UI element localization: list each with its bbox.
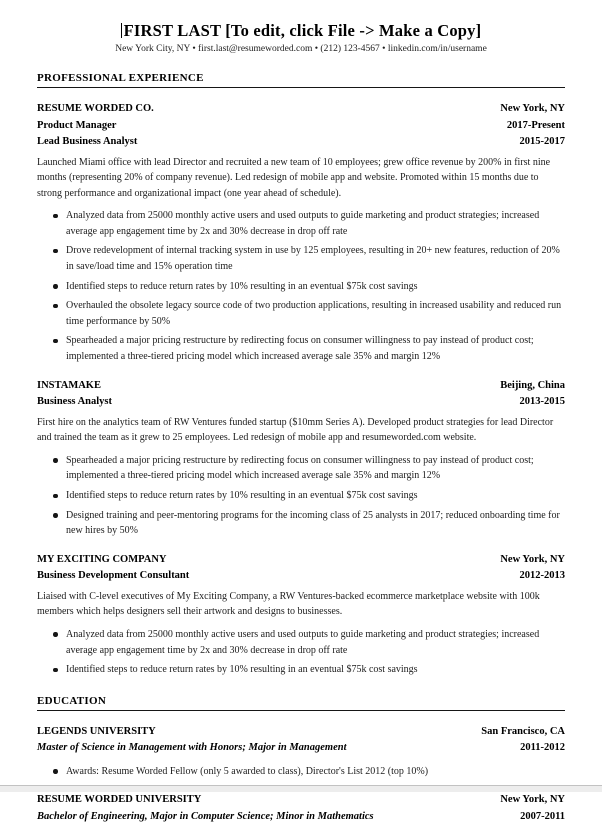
role-dates: 2017-Present <box>506 119 565 131</box>
bullet-item: Spearheaded a major pricing restructure by redirecting focus on consumer willingness to pay instead of product cost; implemented a three-tiered pricing model which increased average sale 35% and margin 12% <box>37 453 565 484</box>
degree-dates: 2011-2012 <box>520 742 565 754</box>
experience-entry <box>37 552 565 678</box>
company-location: New York, NY <box>500 553 565 565</box>
experience-entry <box>37 378 565 539</box>
bullet-list <box>37 453 565 539</box>
degree-title: Bachelor of Engineering, Major in Computer Science; Minor in Mathematics <box>37 810 374 822</box>
bullet-list <box>37 208 565 364</box>
role-row <box>37 134 565 151</box>
role-title: Business Analyst <box>37 396 112 408</box>
text-cursor-icon <box>121 23 122 38</box>
section-divider <box>37 710 565 711</box>
company-name: INSTAMAKE <box>37 379 101 391</box>
degree-row <box>37 809 565 825</box>
role-row <box>37 394 565 411</box>
resume-header <box>37 21 565 55</box>
school-location: New York, NY <box>500 794 565 806</box>
role-dates: 2013-2015 <box>519 396 565 408</box>
school-name: LEGENDS UNIVERSITY <box>37 725 156 737</box>
bullet-item: Analyzed data from 25000 monthly active users and used outputs to guide marketing and product strategies; increased average app engagement time by 2x and 30% decrease in drop off rate <box>37 627 565 658</box>
experience-entry <box>37 101 565 365</box>
school-row <box>37 792 565 809</box>
company-name: RESUME WORDED CO. <box>37 103 154 114</box>
role-row <box>37 118 565 135</box>
degree-title: Master of Science in Management with Honors; Major in Management <box>37 742 347 754</box>
bullet-item: Analyzed data from 25000 monthly active users and used outputs to guide marketing and product strategies; increased average app engagement time by 2x and 30% decrease in drop off rate <box>37 208 565 239</box>
entry-summary: Liaised with C-level executives of My Exciting Company, a RW Ventures-backed ecommerce marketplace website with 100k members which helps designers sell their artwork and designs to businesses. <box>37 590 540 618</box>
bullet-list <box>37 764 565 780</box>
company-row <box>37 101 565 118</box>
bullet-item: Identified steps to reduce return rates by 10% resulting in an eventual $75k cost savings <box>37 279 565 295</box>
education-entry <box>37 792 565 825</box>
bullet-item: Spearheaded a major pricing restructure by redirecting focus on consumer willingness to pay instead of product cost; implemented a three-tiered pricing model which increased average sale 35% and margin 12% <box>37 333 565 364</box>
school-location: San Francisco, CA <box>481 725 565 737</box>
company-row <box>37 552 565 569</box>
contact-line: New York City, NY • first.last@resumeworded.com • (212) 123-4567 • linkedin.com/in/username <box>115 44 487 54</box>
role-row <box>37 568 565 585</box>
bullet-item: Overhauled the obsolete legacy source code of two production applications, resulting in increased usability and reduced run time performance by 50% <box>37 298 565 329</box>
bullet-item: Identified steps to reduce return rates by 10% resulting in an eventual $75k cost savings <box>37 488 565 504</box>
education-entry <box>37 724 565 780</box>
page-boundary <box>0 785 602 792</box>
bullet-item: Designed training and peer-mentoring programs for the incoming class of 25 analysts in 2017; reduced onboarding time for new hires by 50% <box>37 508 565 539</box>
role-title: Product Manager <box>37 119 117 131</box>
section-experience <box>37 71 565 678</box>
school-row <box>37 724 565 741</box>
section-heading-experience: PROFESSIONAL EXPERIENCE <box>37 72 204 84</box>
bullet-item: Identified steps to reduce return rates by 10% resulting in an eventual $75k cost savings <box>37 662 565 678</box>
company-row <box>37 378 565 395</box>
bullet-list <box>37 627 565 678</box>
role-title: Business Development Consultant <box>37 570 190 582</box>
page-title <box>37 21 565 41</box>
bullet-item: Awards: Resume Worded Fellow (only 5 awarded to class), Director's List 2012 (top 10%) <box>37 764 565 780</box>
entry-summary: First hire on the analytics team of RW Ventures funded startup ($10mm Series A). Developed product strategies for lead Director and trained the team as it grew to 25 employees. Led redesign of mobile app and resumeworded.com website. <box>37 416 554 444</box>
degree-row <box>37 740 565 757</box>
name-text: FIRST LAST [To edit, click File -> Make a Copy] <box>123 21 482 40</box>
role-dates: 2015-2017 <box>519 136 565 147</box>
role-dates: 2012-2013 <box>519 570 565 582</box>
degree-dates: 2007-2011 <box>520 810 565 822</box>
bullet-item: Drove redevelopment of internal tracking system in use by 125 employees, resulting in 20+ new features, reduction of 20% in save/load time and 15% operation time <box>37 243 565 274</box>
entry-summary: Launched Miami office with lead Director and recruited a new team of 10 employees; grew office revenue by 200% in first nine months (representing 20% of company revenue). Led redesign of mobile app and website. Promoted within 15 months due to strong performance and organizational impact (one year ahead of schedule). <box>37 156 551 199</box>
company-location: New York, NY <box>500 103 565 114</box>
section-divider <box>37 87 565 88</box>
school-name: RESUME WORDED UNIVERSITY <box>37 794 202 806</box>
section-heading-education: EDUCATION <box>37 694 107 707</box>
section-education <box>37 694 565 825</box>
role-title: Lead Business Analyst <box>37 136 138 147</box>
company-location: Beijing, China <box>500 379 565 391</box>
company-name: MY EXCITING COMPANY <box>37 553 167 565</box>
